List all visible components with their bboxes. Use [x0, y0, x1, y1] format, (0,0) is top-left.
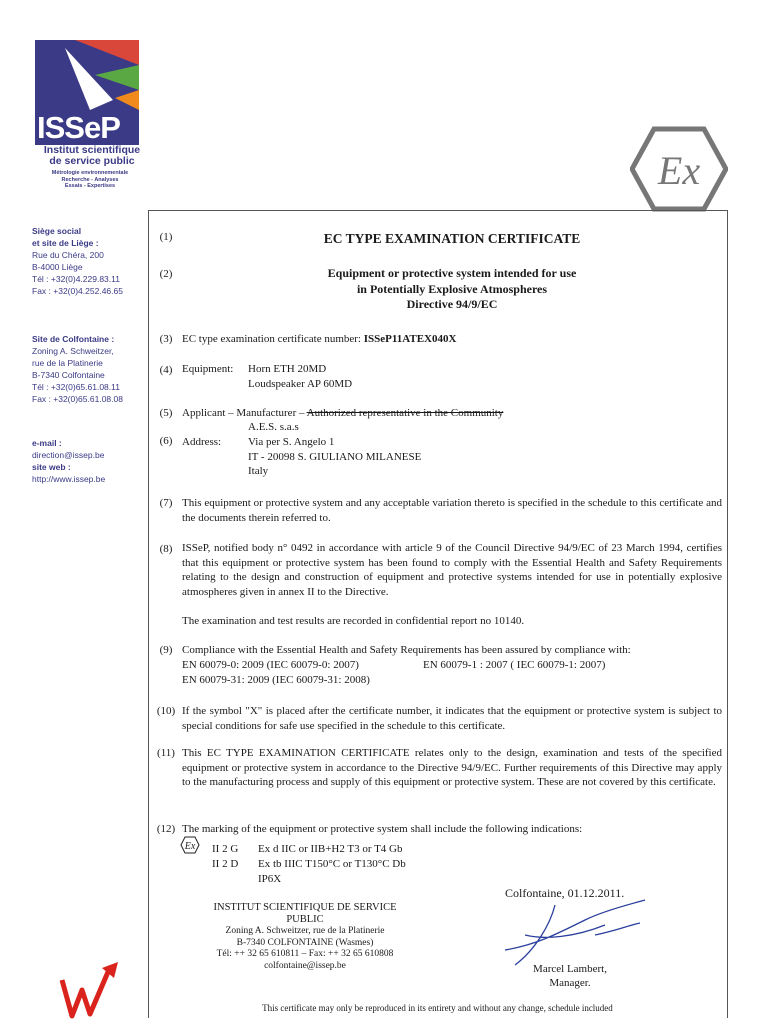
logo-subtitle-line: de service public — [49, 155, 135, 167]
sidebar-tel: Tél : +32(0)65.61.08.11 — [32, 382, 120, 392]
certificate-subtitle — [182, 266, 722, 313]
cert-number-value: ISSeP11ATEX040X — [363, 333, 457, 345]
marking-ip-rating: IP6X — [258, 873, 282, 885]
institute-address: B-7340 COLFONTAINE (Wasmes) — [236, 937, 374, 948]
marking-gas-category: II 2 G — [212, 843, 239, 855]
item-number: (5) — [159, 407, 173, 419]
standard-2: EN 60079-1 : 2007 ( IEC 60079-1: 2007) — [423, 659, 606, 671]
institute-name: INSTITUT SCIENTIFIQUE DE SERVICE — [213, 902, 397, 913]
applicant-line — [182, 406, 722, 421]
logo-subtitle-line: Institut scientifique — [43, 144, 141, 156]
logo-wordmark: ISSeP — [37, 110, 120, 145]
sidebar-heading: Siège social — [32, 226, 82, 236]
ex-hexagon-icon — [630, 126, 728, 212]
logo-tagline-line: Essais - Expertises — [64, 183, 116, 189]
issep-logo — [35, 40, 139, 145]
subtitle-line: Equipment or protective system intended for use — [327, 266, 577, 280]
item-number: (7) — [159, 497, 173, 509]
sidebar-fax: Fax : +32(0)4.252.46.65 — [32, 286, 123, 296]
item-number: (6) — [159, 435, 173, 447]
certificate-frame-edge — [727, 210, 728, 1018]
institute-email: colfontaine@issep.be — [264, 960, 346, 971]
subtitle-line: Directive 94/9/EC — [406, 297, 498, 311]
paragraph-8: ISSeP, notified body n° 0492 in accordance with article 9 of the Council Directive 94/9/EC of 23 March 1994, certifies that this equipment or protective system has been found to comply with the Essential Health and Safety Requirements relating to the design and construction of equipment and protective systems intended for use in potentially explosive atmospheres given in annex II to the Directive. — [182, 542, 722, 598]
equipment-item: Horn ETH 20MD — [248, 363, 327, 375]
item-number: (1) — [159, 231, 173, 243]
sidebar-web-link[interactable]: http://www.issep.be — [32, 474, 106, 484]
item-number: (4) — [159, 364, 173, 376]
certificate-title: EC TYPE EXAMINATION CERTIFICATE — [323, 231, 581, 246]
standard-3: EN 60079-31: 2009 (IEC 60079-31: 2008) — [182, 674, 370, 686]
item-number: (3) — [159, 333, 173, 345]
item-number: (11) — [157, 747, 175, 759]
logo-subtitle — [37, 145, 147, 167]
sidebar-email-link[interactable]: direction@issep.be — [32, 450, 105, 460]
institute-block — [185, 902, 425, 972]
sidebar-line: B-7340 Colfontaine — [32, 370, 105, 380]
sidebar-web-label: site web : — [32, 462, 71, 472]
certificate-number-line — [182, 332, 722, 347]
item-number: (8) — [159, 543, 173, 555]
equipment-list — [248, 362, 548, 391]
paragraph-12: The marking of the equipment or protective system shall include the following indications: — [182, 823, 583, 835]
signer-block — [520, 962, 620, 990]
signer-title: Manager. — [549, 977, 591, 989]
sidebar-email-label: e-mail : — [32, 438, 62, 448]
paragraph-10: If the symbol "X" is placed after the certificate number, it indicates that the equipment or protective system is subject to special conditions for safe use specified in the schedule to this certificate. — [182, 705, 722, 732]
marking-gas-protection: Ex d IIC or IIB+H2 T3 or T4 Gb — [258, 843, 403, 855]
institute-phone: Tél: ++ 32 65 610811 – Fax: ++ 32 65 610808 — [216, 949, 394, 959]
address-block — [248, 435, 548, 479]
logo-tagline — [30, 170, 150, 190]
sidebar-line: rue de la Platinerie — [32, 358, 103, 368]
logo-tagline-line: Recherche - Analyses — [61, 176, 119, 183]
item-number: (2) — [159, 268, 173, 280]
ex-marking-text: Ex — [184, 841, 196, 852]
ex-marking-icon — [180, 836, 200, 854]
sidebar-tel: Tél : +32(0)4.229.83.11 — [32, 274, 120, 284]
place-date: Colfontaine, 01.12.2011. — [505, 886, 625, 900]
sidebar-line: Rue du Chéra, 200 — [32, 250, 104, 260]
marking-dust-protection: Ex tb IIIC T150°C or T130°C Db — [258, 858, 406, 870]
marking-dust-category: II 2 D — [212, 858, 239, 870]
applicant-name: A.E.S. s.a.s — [248, 421, 299, 433]
subtitle-line: in Potentially Explosive Atmospheres — [356, 281, 548, 296]
sidebar-line: Zoning A. Schweitzer, — [32, 346, 114, 356]
standard-1: EN 60079-0: 2009 (IEC 60079-0: 2007) — [182, 659, 359, 671]
sidebar-fax: Fax : +32(0)65.61.08.08 — [32, 394, 123, 404]
address-line: Via per S. Angelo 1 — [248, 436, 335, 448]
footer-note: This certificate may only be reproduced in its entirety and without any change, schedule included — [262, 1003, 613, 1013]
signer-name: Marcel Lambert, — [533, 963, 607, 975]
address-label: Address: — [182, 436, 222, 448]
signature-mark — [495, 895, 655, 970]
logo-tagline-line: Métrologie environnementale — [51, 170, 129, 176]
item-number: (12) — [156, 823, 176, 835]
address-line: Italy — [248, 465, 269, 478]
item-number: (10) — [156, 705, 176, 717]
equipment-label: Equipment: — [182, 363, 234, 375]
institute-name: PUBLIC — [286, 914, 324, 925]
address-line: IT - 20098 S. GIULIANO MILANESE — [248, 450, 422, 463]
paragraph-9: Compliance with the Essential Health and Safety Requirements has been assured by compliance with: — [182, 644, 631, 656]
sidebar-line: B-4000 Liège — [32, 262, 83, 272]
paragraph-11: This EC TYPE EXAMINATION CERTIFICATE relates only to the design, examination and tests of the specified equipment or protective system in accordance to the Directive 94/9/EC. Further requirements of this Directive may apply to the manufacturing process and supply of this equipment or protective system. These are not covered by this certificate. — [182, 747, 722, 789]
paragraph-7: This equipment or protective system and any acceptable variation thereto is specified in the schedule to this certificate and the documents therein referred to. — [182, 497, 722, 524]
applicant-label: Applicant – Manufacturer – — [182, 407, 305, 419]
applicant-struck-text: Authorized representative in the Community — [306, 407, 504, 419]
sidebar-liege — [32, 225, 147, 297]
sidebar-contact — [32, 437, 147, 485]
item-number: (9) — [159, 644, 173, 656]
equipment-item: Loudspeaker AP 60MD — [248, 377, 353, 390]
sidebar-colfontaine — [32, 333, 147, 405]
paragraph-8-report: The examination and test results are recorded in confidential report no 10140. — [182, 615, 525, 627]
institute-address: Zoning A. Schweitzer, rue de la Platinerie — [225, 926, 385, 936]
red-emblem-icon — [58, 960, 124, 1020]
cert-number-label: EC type examination certificate number: — [182, 333, 361, 345]
sidebar-heading: Site de Colfontaine : — [32, 334, 115, 344]
ex-symbol-text: Ex — [657, 148, 701, 193]
sidebar-heading: et site de Liège : — [32, 238, 99, 248]
